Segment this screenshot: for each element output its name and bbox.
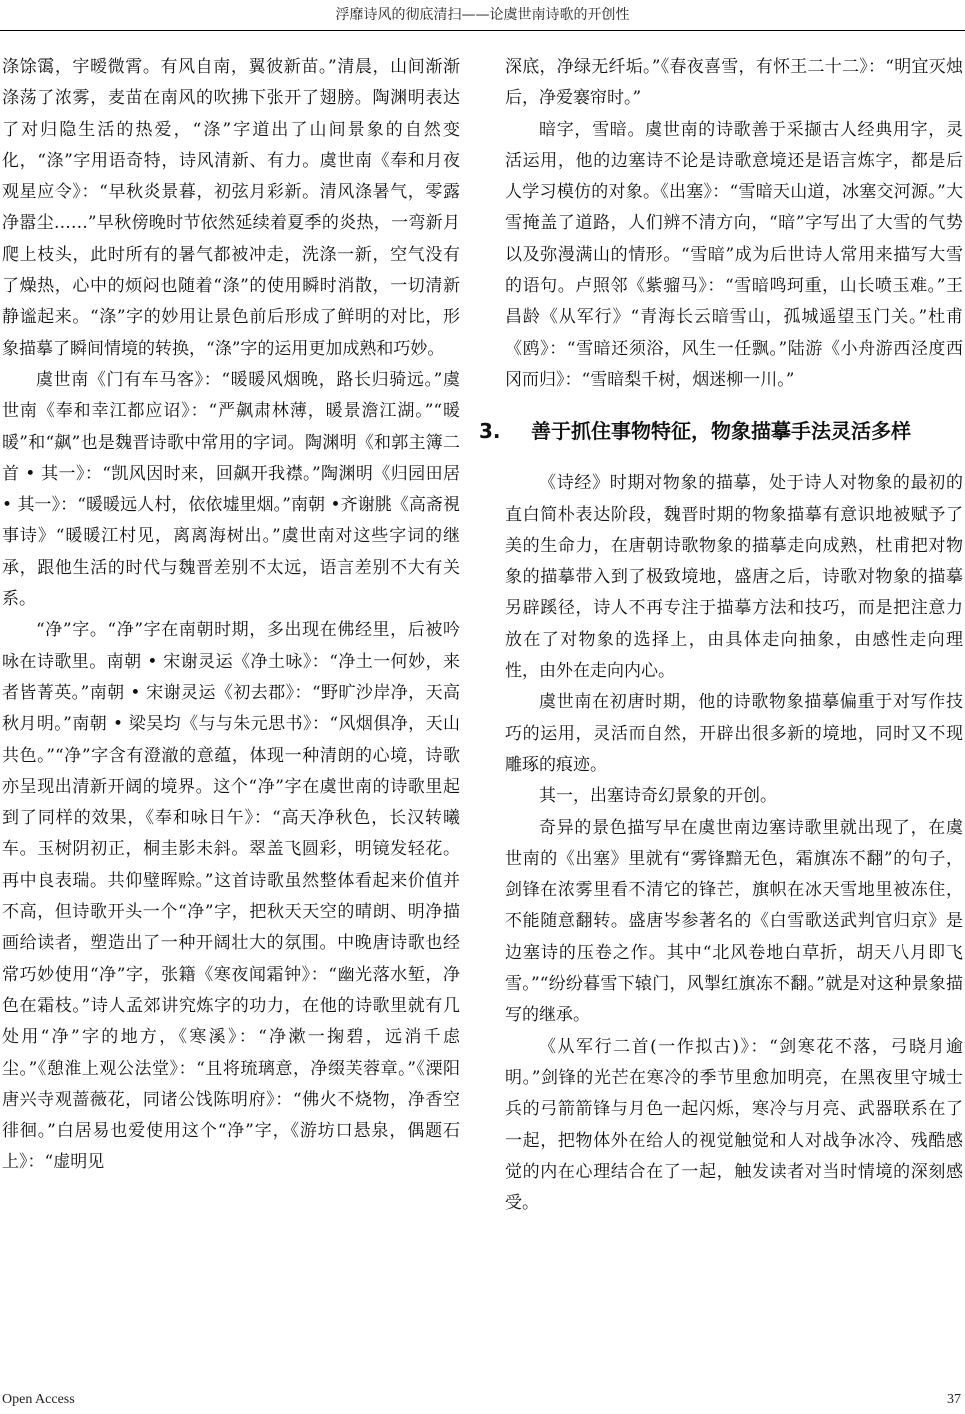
left-column [2,52,460,1372]
paragraph: “净”字。“净”字在南朝时期，多出现在佛经里，后被吟咏在诗歌里。南朝 • 宋谢灵运《净土咏》：“净土一何妙，来者皆菁英。”南朝 • 宋谢灵运《初去郡》：“野旷沙岸净，天高秋月明。”南朝 • 梁吴均《与与朱元思书》：“风烟俱净，天山共色。”“净”字含有澄澈的意蕴，体现一种清朗的心境，诗歌亦呈现出清新开阔的境界。这个“净”字在虞世南的诗歌里起到了同样的效果，《奉和咏日午》：“高天净秋色，长汉转曦车。玉树阴初正，桐圭影未斜。翠盖飞圆彩，明镜发轻花。再中良表瑞。共仰璧晖赊。”这首诗歌虽然整体看起来价值并不高，但诗歌开头一个“净”字，把秋天天空的晴朗、明净描画给读者，塑造出了一种开阔壮大的氛围。中晚唐诗歌也经常巧妙使用“净”字，张籍《寒夜闻霜钟》：“幽光落水堑，净色在霜枝。”诗人孟郊讲究炼字的功力，在他的诗歌里就有几处用“净”字的地方，《寒溪》：“净漱一掬碧，远消千虑尘。”《憩淮上观公法堂》：“且将琉璃意，净缀芙蓉章。”《溧阳唐兴寺观蔷薇花，同诸公饯陈明府》：“佛火不烧物，净香空徘徊。”白居易也爱使用这个“净”字，《游坊口悬泉，偶题石上》：“虚明见 [2,620,460,1173]
running-header [0,0,965,30]
paragraph: 其一，出塞诗奇幻景象的开创。 [539,786,777,807]
header-rule [0,30,965,31]
running-header-title: 浮靡诗风的彻底清扫——论虞世南诗歌的开创性 [335,7,630,23]
paragraph: 《从军行二首(一作拟古)》：“剑寒花不落，弓晓月逾明。”剑锋的光芒在寒冷的季节里愈加明亮，在黑夜里守城士兵的弓箭箭锋与月色一起闪烁，寒冷与月亮、武器联系在了一起，把物体外在给人的视觉触觉和人对战争冰冷、残酷感觉的内在心理结合在了一起，触发读者对当时情境的深刻感受。 [505,1036,963,1214]
footer-page-number: 37 [947,1392,961,1407]
paragraph: 暗字，雪暗。虞世南的诗歌善于采撷古人经典用字，灵活运用，他的边塞诗不论是诗歌意境还是语言炼字，都是后人学习模仿的对象。《出塞》：“雪暗天山道，冰塞交河源。”大雪掩盖了道路，人们辨不清方向，“暗”字写出了大雪的气势以及弥漫满山的情形。“雪暗”成为后世诗人常用来描写大雪的语句。卢照邻《紫骝马》：“雪暗鸣珂重，山长喷玉难。”王昌龄《从军行》“青海长云暗雪山，孤城遥望玉门关。”杜甫《鸥》：“雪暗还须浴，风生一任飘。”陆游《小舟游西泾度西冈而归》：“雪暗梨千树，烟迷柳一川。” [505,119,963,390]
paragraph: 虞世南《门有车马客》：“暖暖风烟晚，路长归骑远。”虞世南《奉和幸江都应诏》：“严飙肃林薄，暖景澹江湖。”“暖暖”和“飙”也是魏晋诗歌中常用的字词。陶渊明《和郭主簿二首 • 其一》：“凯风因时来，回飙开我襟。”陶渊明《归园田居 • 其一》：“暖暖远人村，依依墟里烟。”南朝 •齐谢朓《高斋視事诗》“暖暖江村见，离离海树出。”虞世南对这些字词的继承，跟他生活的时代与魏晋差别不太远，语言差别不大有关系。 [2,369,460,610]
paragraph: 奇异的景色描写早在虞世南边塞诗歌里就出现了，在虞世南的《出塞》里就有“雾锋黯无色，霜旗冻不翻”的句子，剑锋在浓雾里看不清它的锋芒，旗帜在冰天雪地里被冻住，不能随意翻转。盛唐岑参著名的《白雪歌送武判官归京》是边塞诗的压卷之作。其中“北风卷地白草折，胡天八月即飞雪。”“纷纷暮雪下辕门，风掣红旗冻不翻。”就是对这种景象描写的继承。 [505,817,963,1026]
section-heading [479,416,963,446]
paragraph: 虞世南在初唐时期，他的诗歌物象描摹偏重于对写作技巧的运用，灵活而自然，开辟出很多新的境地，同时又不现雕琢的痕迹。 [505,692,963,775]
paragraph: 《诗经》时期对物象的描摹，处于诗人对物象的最初的直白简朴表达阶段，魏晋时期的物象描摹有意识地被赋予了美的生命力，在唐朝诗歌物象的描摹走向成熟，杜甫把对物象的描摹带入到了极致境地，盛唐之后，诗歌对物象的描摹另辟蹊径，诗人不再专注于描摹方法和技巧，而是把注意力放在了对物象的选择上，由具体走向抽象，由感性走向理性，由外在走向内心。 [505,473,963,682]
footer-journal: Open Access [2,1392,75,1407]
paragraph: 涤馀霭，宇暧微霄。有风自南，翼彼新苗。”清晨，山间渐渐涤荡了浓雾，麦苗在南风的吹拂下张开了翅膀。陶渊明表达了对归隐生活的热爱，“涤”字道出了山间景象的自然变化，“涤”字用语奇特，诗风清新、有力。虞世南《奉和月夜观星应令》：“早秋炎景暮，初弦月彩新。清风涤暑气，零露净嚣尘……”早秋傍晚时节依然延续着夏季的炎热，一弯新月爬上枝头，此时所有的暑气都被冲走，洗涤一新，空气没有了燥热，心中的烦闷也随着“涤”的使用瞬时消散，一切清新静谧起来。“涤”字的妙用让景色前后形成了鲜明的对比，形象描摹了瞬间情境的转换，“涤”字的运用更加成熟和巧妙。 [2,57,460,359]
section-number: 3. [479,419,501,444]
section-title: 善于抓住事物特征，物象描摹手法灵活多样 [531,419,911,444]
right-column [479,52,963,1372]
paragraph: 深底，净绿无纤垢。”《春夜喜雪，有怀王二十二》：“明宜灭烛后，净爱褰帘时。” [505,57,963,109]
